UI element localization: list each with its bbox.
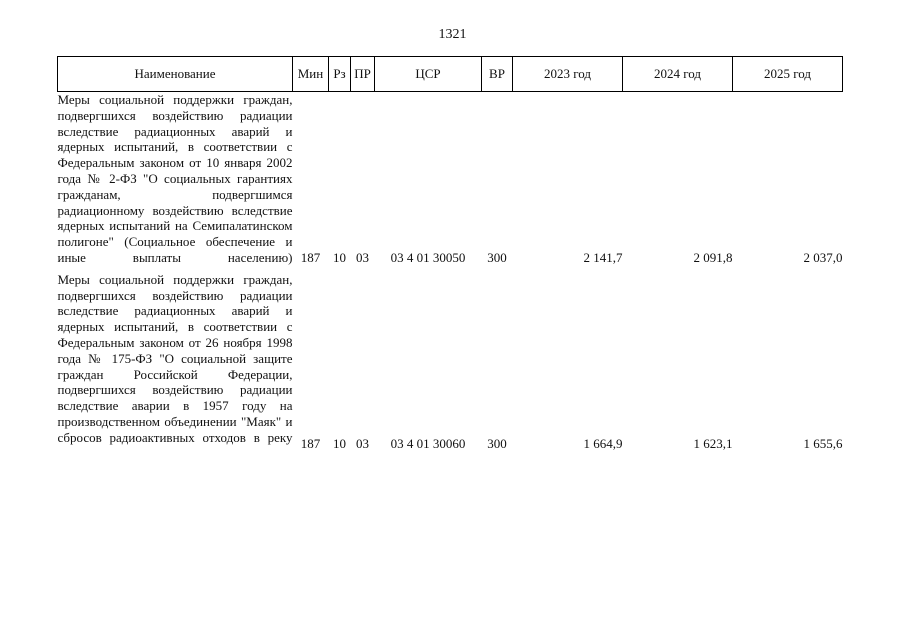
table-row — [58, 272, 843, 452]
row-min: 187 — [300, 435, 321, 451]
header-csr: ЦСР — [375, 57, 482, 92]
row-2024: 1 623,1 — [693, 435, 733, 451]
row-name: Меры социальной поддержки граждан, подвергшихся воздействию радиации вследствие радиационных аварий и ядерных испытаний, в соответствии с Федеральным законом от 10 января 2002 года № 2-ФЗ "О социальных гарантиях гражданам, подвергшимся радиационному воздействию вследствие ядерных испытаний на Семипалатинском полигоне" (Социальное обеспечение и иные выплаты населению) — [57, 92, 293, 265]
row-2025: 1 655,6 — [803, 435, 843, 451]
budget-table — [57, 56, 843, 452]
row-2023: 1 664,9 — [583, 435, 623, 451]
header-pr: ПР — [351, 57, 375, 92]
row-2023: 2 141,7 — [583, 249, 623, 265]
page-number: 1321 — [438, 27, 467, 42]
row-2025: 2 037,0 — [803, 249, 843, 265]
row-vr: 300 — [487, 249, 507, 265]
header-name: Наименование — [58, 57, 293, 92]
row-rz: 10 — [333, 249, 346, 265]
header-2023: 2023 год — [513, 57, 623, 92]
row-pr: 03 — [356, 249, 369, 265]
table-row — [58, 92, 843, 272]
header-2024: 2024 год — [623, 57, 733, 92]
row-vr: 300 — [487, 435, 507, 451]
header-2025: 2025 год — [733, 57, 843, 92]
header-rz: Рз — [329, 57, 351, 92]
row-csr: 03 4 01 30060 — [390, 435, 466, 451]
row-csr: 03 4 01 30050 — [390, 249, 466, 265]
row-min: 187 — [300, 249, 321, 265]
row-pr: 03 — [356, 435, 369, 451]
row-2024: 2 091,8 — [693, 249, 733, 265]
header-vr: ВР — [482, 57, 513, 92]
table-header-row — [58, 57, 843, 92]
row-rz: 10 — [333, 435, 346, 451]
row-name: Меры социальной поддержки граждан, подвергшихся воздействию радиации вследствие радиационных аварий и ядерных испытаний, в соответствии с Федеральным законом от 26 ноября 1998 года № 175-ФЗ "О социальной защите граждан Российской Федерации, подвергшихся воздействию радиации вследствие аварии в 1957 году на производственном объединении "Маяк" и сбросов радиоактивных отходов в реку — [57, 271, 293, 445]
header-min: Мин — [293, 57, 329, 92]
